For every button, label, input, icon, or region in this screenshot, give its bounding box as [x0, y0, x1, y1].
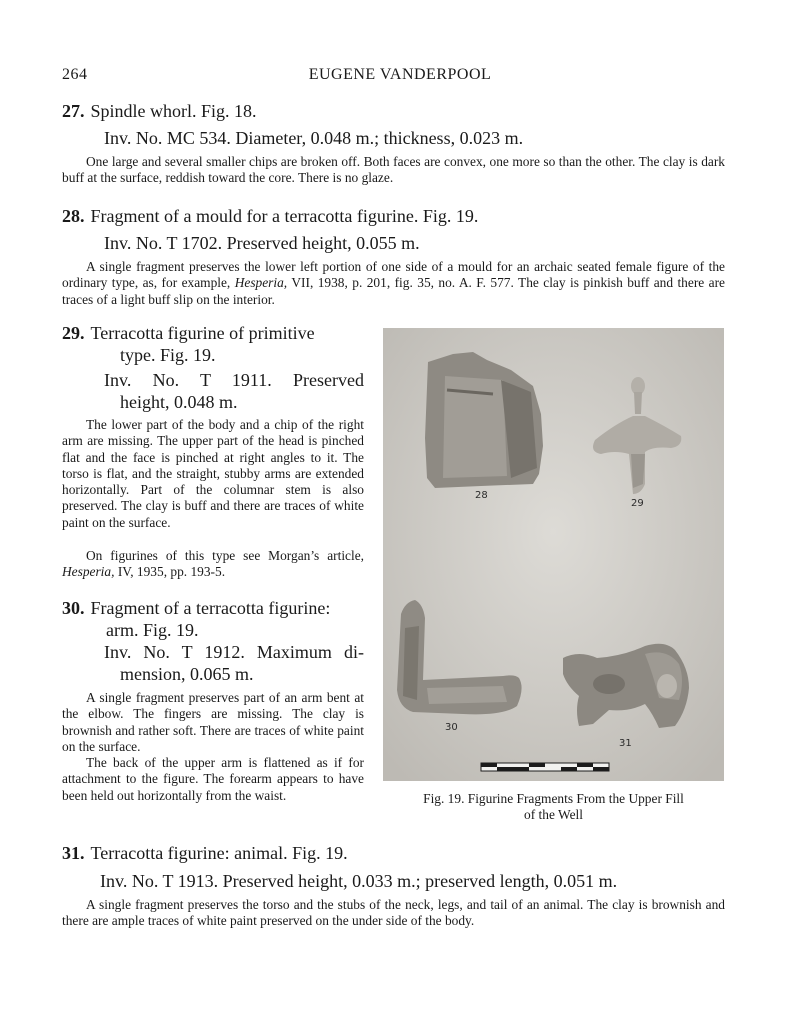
entry-29-note — [62, 548, 364, 581]
entry-29-description: The lower part of the body and a chip of the right arm are missing. The upper part of the head is pinched flat and the face is pinched at right angles to it. The torso is flat, and the straight, stubby arms are extended horizontally. Part of the columnar stem is also preserved. The clay is buff and there are traces of white paint on the surface. — [62, 417, 364, 530]
entry-27-title — [62, 100, 257, 122]
entry-27-title-text: Spindle whorl. Fig. 18. — [90, 101, 257, 121]
entry-31-number: 31. — [62, 843, 85, 863]
figure-caption-line-2: of the Well — [524, 807, 583, 822]
entry-29-note-b: IV, 1935, pp. 193-5. — [117, 564, 226, 580]
entry-30-inv-line-2: mension, 0.065 m. — [120, 664, 254, 684]
entry-30-number: 30. — [62, 598, 85, 618]
entry-30-title-line-2: arm. Fig. 19. — [106, 620, 199, 640]
entry-30-title-line-1: Fragment of a terracotta figurine: — [90, 598, 331, 618]
entry-27-inventory: Inv. No. MC 534. Diameter, 0.048 m.; thickness, 0.023 m. — [104, 128, 524, 148]
entry-29-title-line-2: type. Fig. 19. — [120, 345, 216, 365]
entry-29-title — [62, 322, 364, 366]
page-number: 264 — [62, 66, 88, 83]
entry-29-title-line-1: Terracotta figurine of primitive — [90, 323, 315, 343]
entry-29-note-a: On figurines of this type see Morgan’s article, — [86, 548, 364, 563]
figure-19-photo — [383, 328, 724, 781]
entry-29-inv-line-1: Inv. No. T 1911. Preserved — [104, 370, 364, 390]
figurine-fragments-illustration — [383, 328, 724, 781]
entry-30-description: A single fragment preserves part of an arm bent at the elbow. The fingers are missing. The clay is brownish and rather soft. There are traces of white paint on the surface. — [62, 690, 364, 754]
entry-31-description: A single fragment preserves the torso and the stubs of the neck, legs, and tail of an animal. The clay is brownish and there are ample traces of white paint preserved on the under side of the body. — [62, 897, 725, 929]
entry-29-note-journal: Hesperia, — [62, 564, 115, 580]
entry-28-desc-b: VII, 1938, p. 201, fig. 35, no. A. F. 577. The clay is pinkish buff and there are traces of a light buff slip on the interior. — [62, 275, 725, 307]
entry-28-description — [62, 259, 725, 308]
entry-31-title — [62, 842, 348, 864]
entry-28-title — [62, 205, 478, 227]
figure-label-29: 29 — [631, 498, 644, 509]
entry-27-description: One large and several smaller chips are broken off. Both faces are convex, one more so than the other. The clay is dark buff at the surface, reddish toward the core. There is no glaze. — [62, 154, 725, 186]
entry-29-inv-line-2: height, 0.048 m. — [120, 392, 238, 412]
entry-27-number: 27. — [62, 101, 85, 121]
figure-label-28: 28 — [475, 490, 488, 501]
entry-29-inventory — [104, 369, 364, 413]
entry-30-inventory — [104, 641, 364, 685]
entry-28-desc-a: A single fragment preserves the lower left portion of one side of a mould for an archaic seated female figure of the ordinary type, as, for example, — [62, 259, 725, 291]
figure-caption-line-1: Fig. 19. Figurine Fragments From the Upper Fill — [423, 791, 684, 806]
entry-30-title — [62, 597, 364, 641]
running-head-author: EUGENE VANDERPOOL — [308, 66, 492, 83]
figure-label-30: 30 — [445, 722, 458, 733]
figure-label-31: 31 — [619, 738, 632, 749]
entry-28-desc-journal: Hesperia, — [234, 275, 288, 291]
entry-31-inventory: Inv. No. T 1913. Preserved height, 0.033 m.; preserved length, 0.051 m. — [100, 871, 618, 891]
entry-28-inventory: Inv. No. T 1702. Preserved height, 0.055 m. — [104, 233, 420, 253]
scale-bar — [481, 763, 609, 771]
entry-28-title-text: Fragment of a mould for a terracotta figurine. Fig. 19. — [90, 206, 479, 226]
figure-19-caption — [383, 791, 724, 823]
entry-29-number: 29. — [62, 323, 85, 343]
entry-31-title-text: Terracotta figurine: animal. Fig. 19. — [90, 843, 348, 863]
entry-28-number: 28. — [62, 206, 85, 226]
entry-30-inv-line-1: Inv. No. T 1912. Maximum di- — [104, 642, 364, 662]
entry-30-description-2: The back of the upper arm is flattened as if for attachment to the figure. The forearm appears to have been held out horizontally from the waist. — [62, 755, 364, 803]
